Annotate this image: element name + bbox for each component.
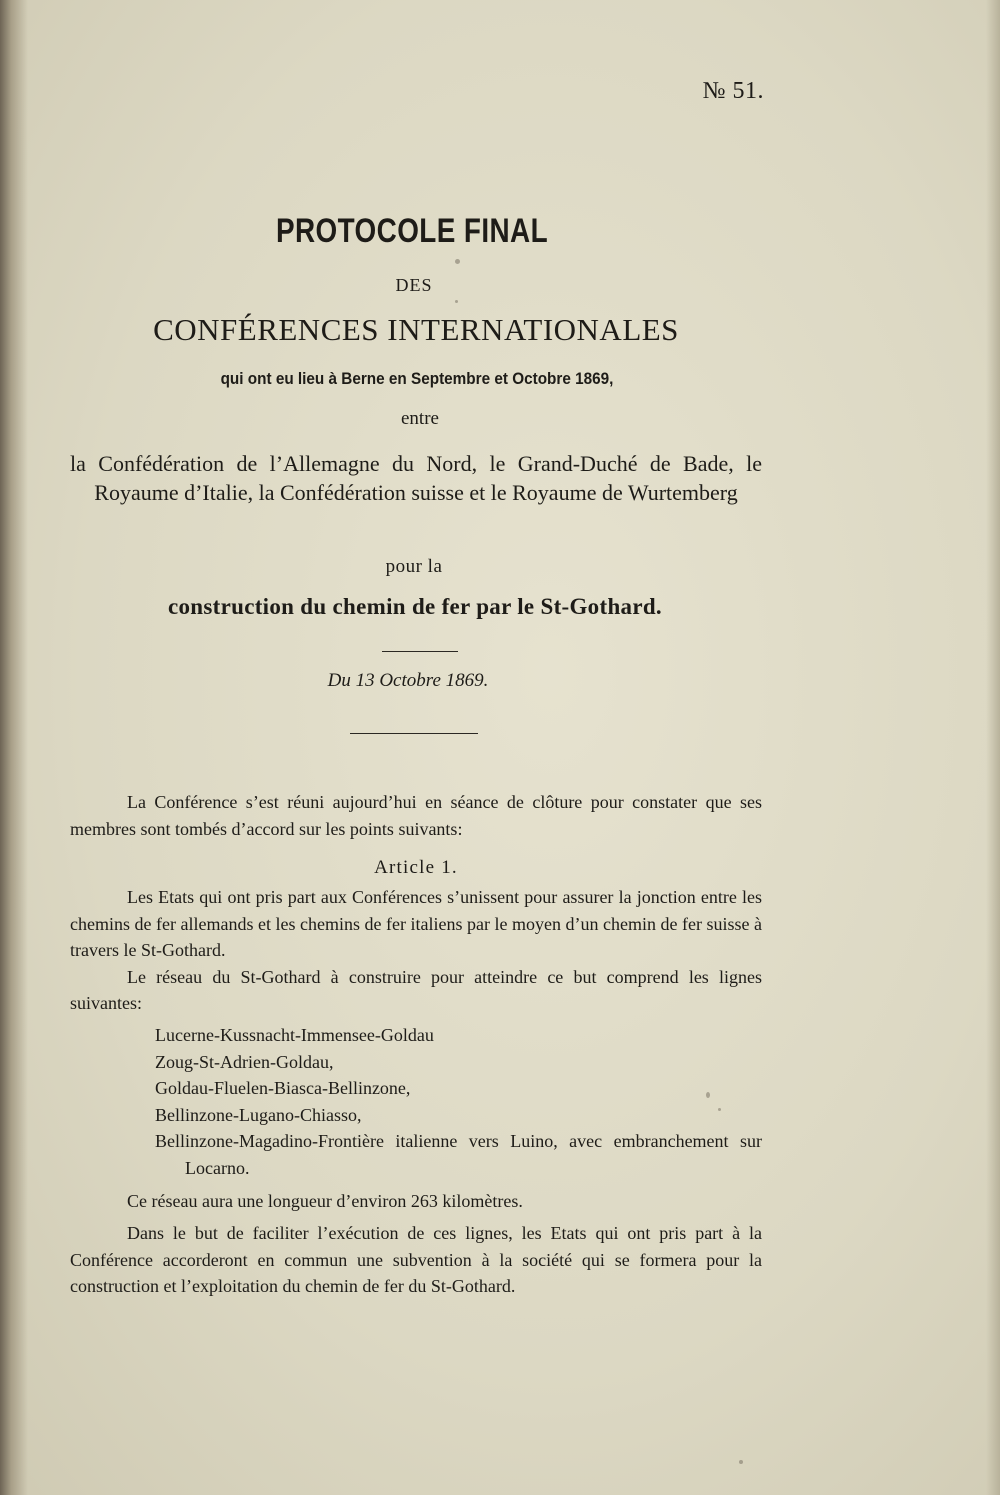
paragraph: Le réseau du St-Gothard à construire pour atteindre ce but comprend les lignes suivantes: <box>70 966 762 1013</box>
list-item: Goldau-Fluelen-Biasca-Bellinzone, <box>155 1078 411 1098</box>
article-heading: Article 1. <box>374 857 458 878</box>
list-item: Bellinzone-Magadino-Frontière italienne vers Luino, avec embranchement sur Locarno. <box>155 1131 762 1178</box>
railway-lines-list <box>155 1022 762 1181</box>
list-item: Zoug-St-Adrien-Goldau, <box>155 1051 334 1072</box>
ink-speck <box>455 300 458 303</box>
divider <box>350 733 478 734</box>
title-entre: entre <box>401 408 439 429</box>
contracting-parties: la Confédération de l’Allemagne du Nord, le Grand-Duché de Bade, le Royaume d’Italie, la Confédération suisse et le Royaume de Wurtemberg <box>70 451 762 505</box>
list-item: Lucerne-Kussnacht-Immensee-Goldau <box>155 1025 434 1045</box>
ink-speck <box>718 1108 721 1111</box>
page-edge <box>986 0 1000 1495</box>
title-pour: pour la <box>385 556 443 577</box>
document-subject: construction du chemin de fer par le St-Gothard. <box>168 594 662 619</box>
title-des: DES <box>395 275 433 295</box>
intro-paragraph: La Conférence s’est réuni aujourd’hui en séance de clôture pour constater que ses membres sont tombés d’accord sur les points suivants: <box>70 792 762 839</box>
document-title: PROTOCOLE FINAL <box>275 212 549 250</box>
page-number: № 51. <box>702 78 764 104</box>
network-length-paragraph: Ce réseau aura une longueur d’environ 263 kilomètres. <box>127 1191 523 1211</box>
title-conferences: CONFÉRENCES INTERNATIONALES <box>153 312 679 347</box>
ink-speck <box>706 1092 710 1098</box>
list-item: Bellinzone-Lugano-Chiasso, <box>155 1104 362 1125</box>
ink-speck <box>739 1460 743 1464</box>
article-body <box>70 884 762 1017</box>
subsidy-paragraph: Dans le but de faciliter l’exécution de ces lignes, les Etats qui ont pris part à la Conférence accorderont en commun une subvention à la société qui se formera pour la construction et l’exploitation du chemin de fer du St-Gothard. <box>70 1223 762 1296</box>
divider <box>382 651 458 652</box>
conference-location: qui ont eu lieu à Berne en Septembre et Octobre 1869, <box>220 369 614 388</box>
paragraph: Les Etats qui ont pris part aux Conférences s’unissent pour assurer la jonction entre les chemins de fer allemands et les chemins de fer italiens par le moyen d’un chemin de fer suisse à travers le St-Gothard. <box>70 887 762 960</box>
ink-speck <box>455 259 460 264</box>
document-date: Du 13 Octobre 1869. <box>327 670 489 691</box>
